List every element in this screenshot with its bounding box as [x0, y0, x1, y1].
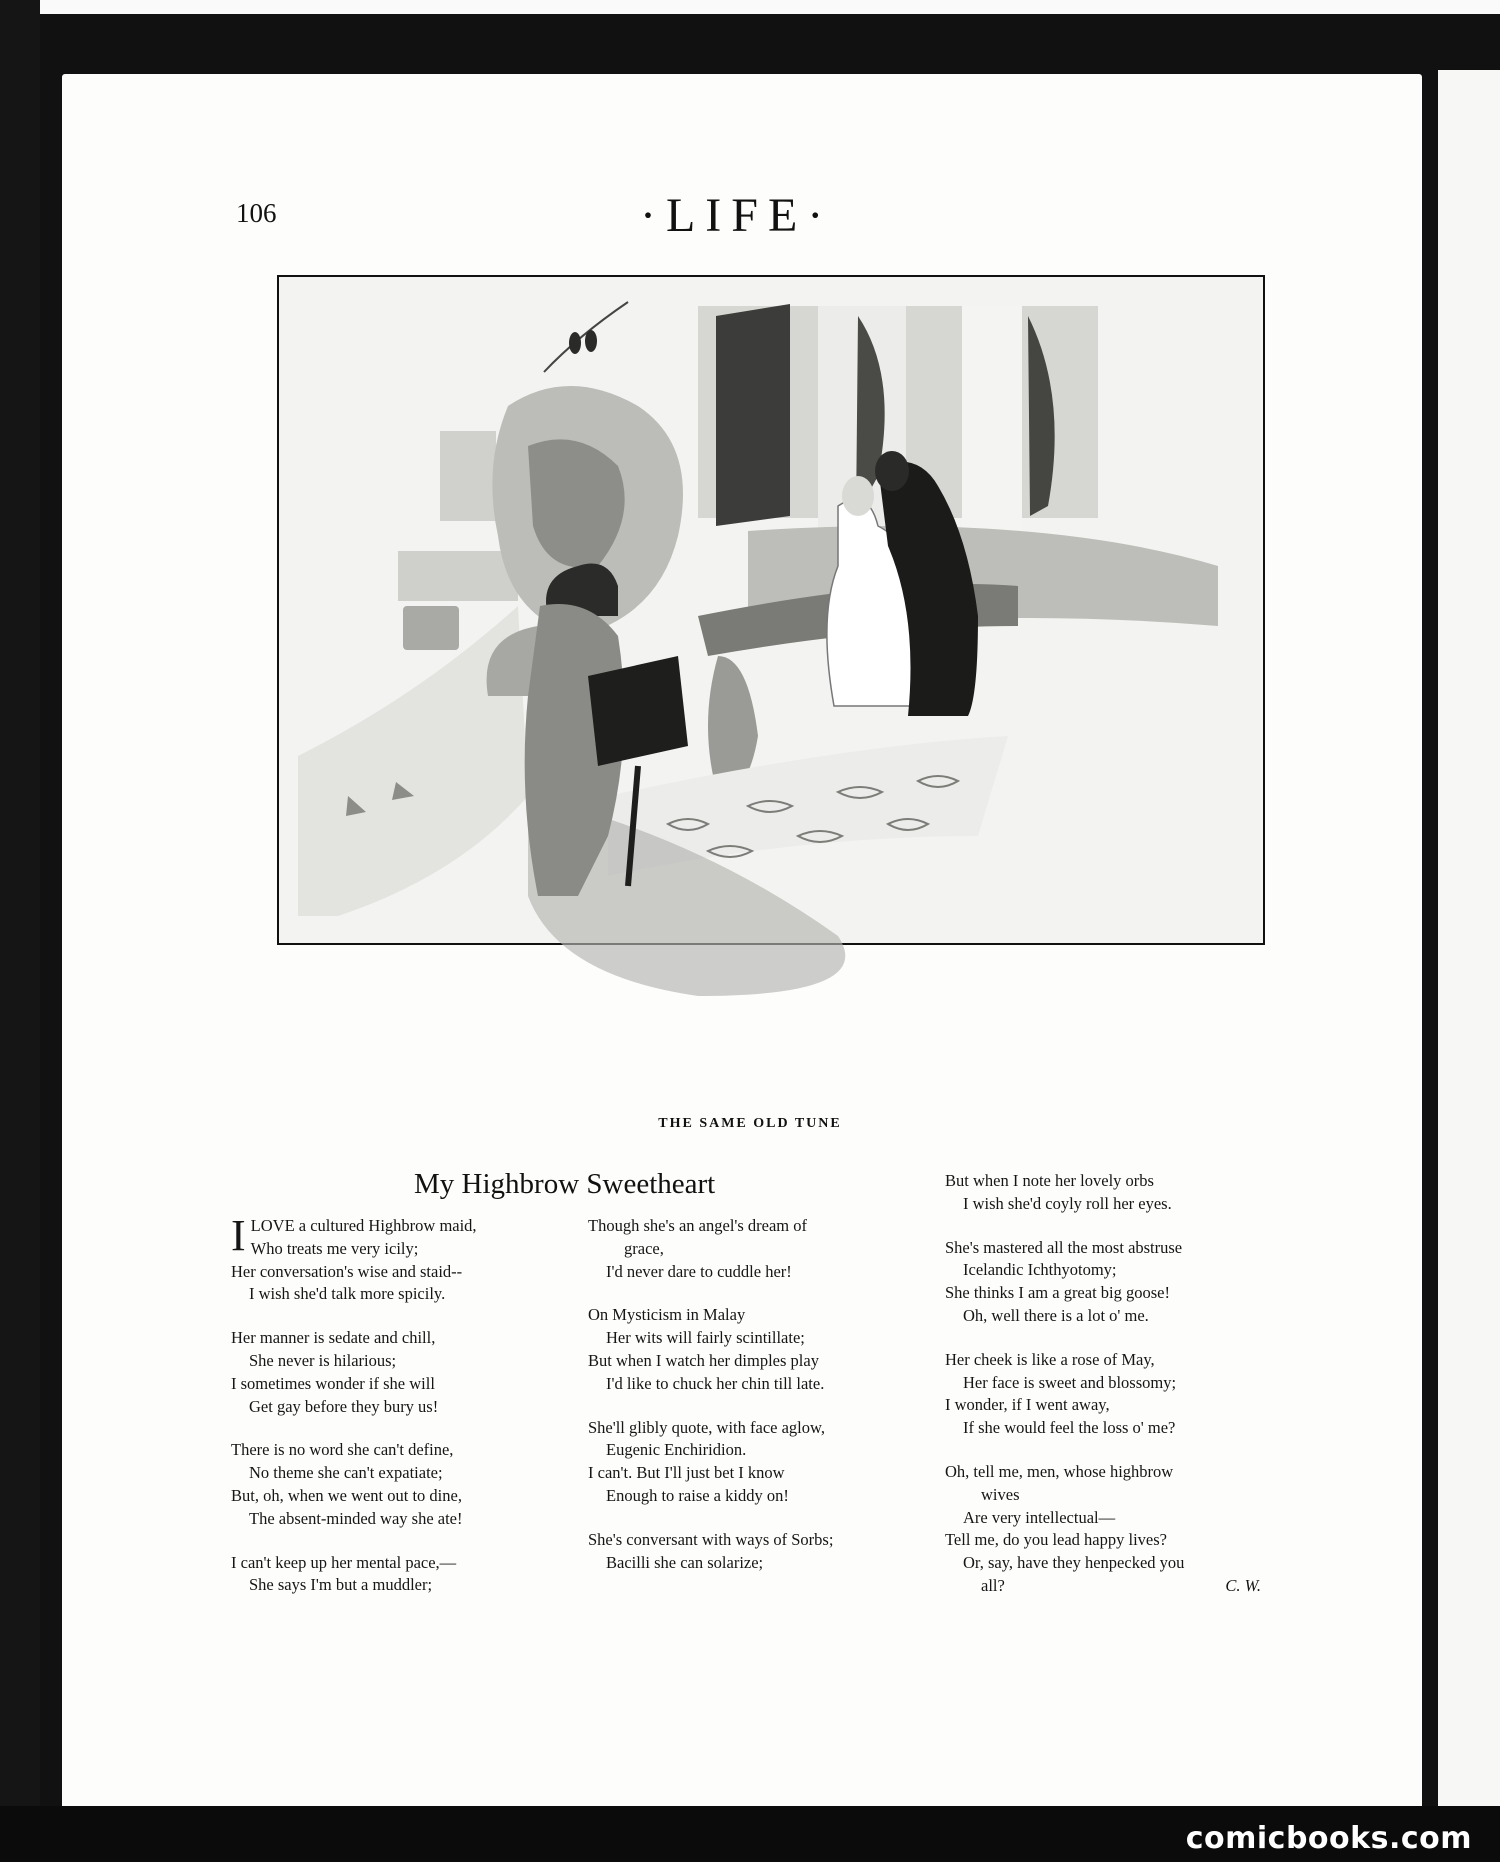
stanza	[588, 1417, 918, 1508]
watermark: comicbooks.com	[1185, 1821, 1472, 1856]
poem-line: Tell me, do you lead happy lives?	[945, 1530, 1167, 1550]
poem-line: Oh, tell me, men, whose highbrow	[945, 1461, 1174, 1481]
poem-line: But, oh, when we went out to dine,	[231, 1485, 462, 1505]
stanza	[588, 1304, 918, 1395]
poem-line: Enough to raise a kiddy on!	[606, 1485, 789, 1505]
poem-line: But when I note her lovely orbs	[945, 1171, 1154, 1190]
poem-line: Though she's an angel's dream of	[588, 1216, 808, 1235]
illustration-caption: THE SAME OLD TUNE	[658, 1116, 842, 1131]
poem-line: She says I'm but a muddler;	[249, 1575, 433, 1595]
poem-line: Get gay before they bury us!	[249, 1396, 439, 1416]
poem-line: Eugenic Enchiridion.	[606, 1440, 747, 1460]
poem-line: I'd like to chuck her chin till late.	[606, 1373, 825, 1393]
poem-line: Are very intellectual—	[963, 1507, 1116, 1527]
scan-left-edge	[0, 0, 40, 1862]
poem-line: I wish she'd talk more spicily.	[249, 1284, 446, 1304]
poem-line: Bacilli she can solarize;	[606, 1552, 764, 1572]
poem-line: Who treats me very icily;	[250, 1238, 419, 1258]
poem-line: Her manner is sedate and chill,	[231, 1328, 436, 1348]
poem-line: No theme she can't expatiate;	[249, 1463, 443, 1483]
poem-line: Her conversation's wise and staid--	[231, 1261, 463, 1281]
poem-line: If she would feel the loss o' me?	[963, 1418, 1176, 1438]
stanza	[945, 1461, 1281, 1598]
poem-line: Her cheek is like a rose of May,	[945, 1349, 1155, 1369]
poem-line: But when I watch her dimples play	[588, 1350, 819, 1370]
poem-column-1	[231, 1211, 569, 1597]
poem-line: She never is hilarious;	[249, 1350, 397, 1370]
poem-line: Oh, well there is a lot o' me.	[963, 1305, 1149, 1325]
stanza	[231, 1327, 569, 1418]
masthead-title: ·LIFE·	[640, 189, 834, 242]
poem-line: Her wits will fairly scintillate;	[606, 1328, 805, 1348]
poem-line: She's conversant with ways of Sorbs;	[588, 1529, 834, 1549]
poem-line: I'd never dare to cuddle her!	[606, 1261, 792, 1281]
flower-pot	[403, 606, 459, 650]
illustration-the-same-old-tune	[278, 276, 1264, 1108]
poem-line: I can't keep up her mental pace,—	[231, 1552, 457, 1572]
poem-line: She's mastered all the most abstruse	[945, 1237, 1183, 1257]
poem-line: I wonder, if I went away,	[945, 1395, 1110, 1415]
poem-title: My Highbrow Sweetheart	[414, 1168, 716, 1200]
author-signature: C. W.	[1225, 1575, 1261, 1595]
poem-line: Or, say, have they henpecked you	[963, 1553, 1185, 1573]
poem-line: grace,	[624, 1238, 664, 1258]
stanza	[945, 1237, 1281, 1328]
stanza	[231, 1211, 569, 1306]
stanza	[231, 1439, 569, 1530]
poem-line: The absent-minded way she ate!	[249, 1508, 463, 1528]
poem-line: She'll glibly quote, with face aglow,	[588, 1417, 825, 1437]
poem-line: wives	[981, 1484, 1020, 1504]
poem-line: Her face is sweet and blossomy;	[963, 1372, 1177, 1392]
poem-line: I sometimes wonder if she will	[231, 1373, 435, 1393]
poem-line: I wish she'd coyly roll her eyes.	[963, 1193, 1172, 1213]
stanza	[945, 1349, 1281, 1440]
poem-line: all?	[981, 1575, 1005, 1595]
page-number: 106	[236, 198, 277, 228]
adjacent-page-edge	[1438, 70, 1500, 1806]
poem-line: She thinks I am a great big goose!	[945, 1283, 1170, 1303]
stanza	[945, 1170, 1281, 1216]
poem-column-2	[588, 1215, 918, 1574]
poem-line: I can't. But I'll just bet I know	[588, 1463, 785, 1483]
drop-cap: I	[231, 1211, 246, 1260]
poem-line: On Mysticism in Malay	[588, 1305, 746, 1325]
stanza	[588, 1215, 918, 1283]
stanza	[588, 1529, 918, 1575]
stanza	[231, 1552, 569, 1598]
poem-line: Icelandic Ichthyotomy;	[963, 1260, 1117, 1280]
poem-last-line	[945, 1575, 1281, 1598]
poem-line-dropcap: I LOVE a cultured Highbrow maid,	[231, 1211, 477, 1260]
scan-bottom-band	[0, 1806, 1500, 1862]
scan-top-edge	[0, 0, 1500, 14]
poem-line: There is no word she can't define,	[231, 1440, 454, 1460]
poem-column-3	[945, 1170, 1281, 1598]
